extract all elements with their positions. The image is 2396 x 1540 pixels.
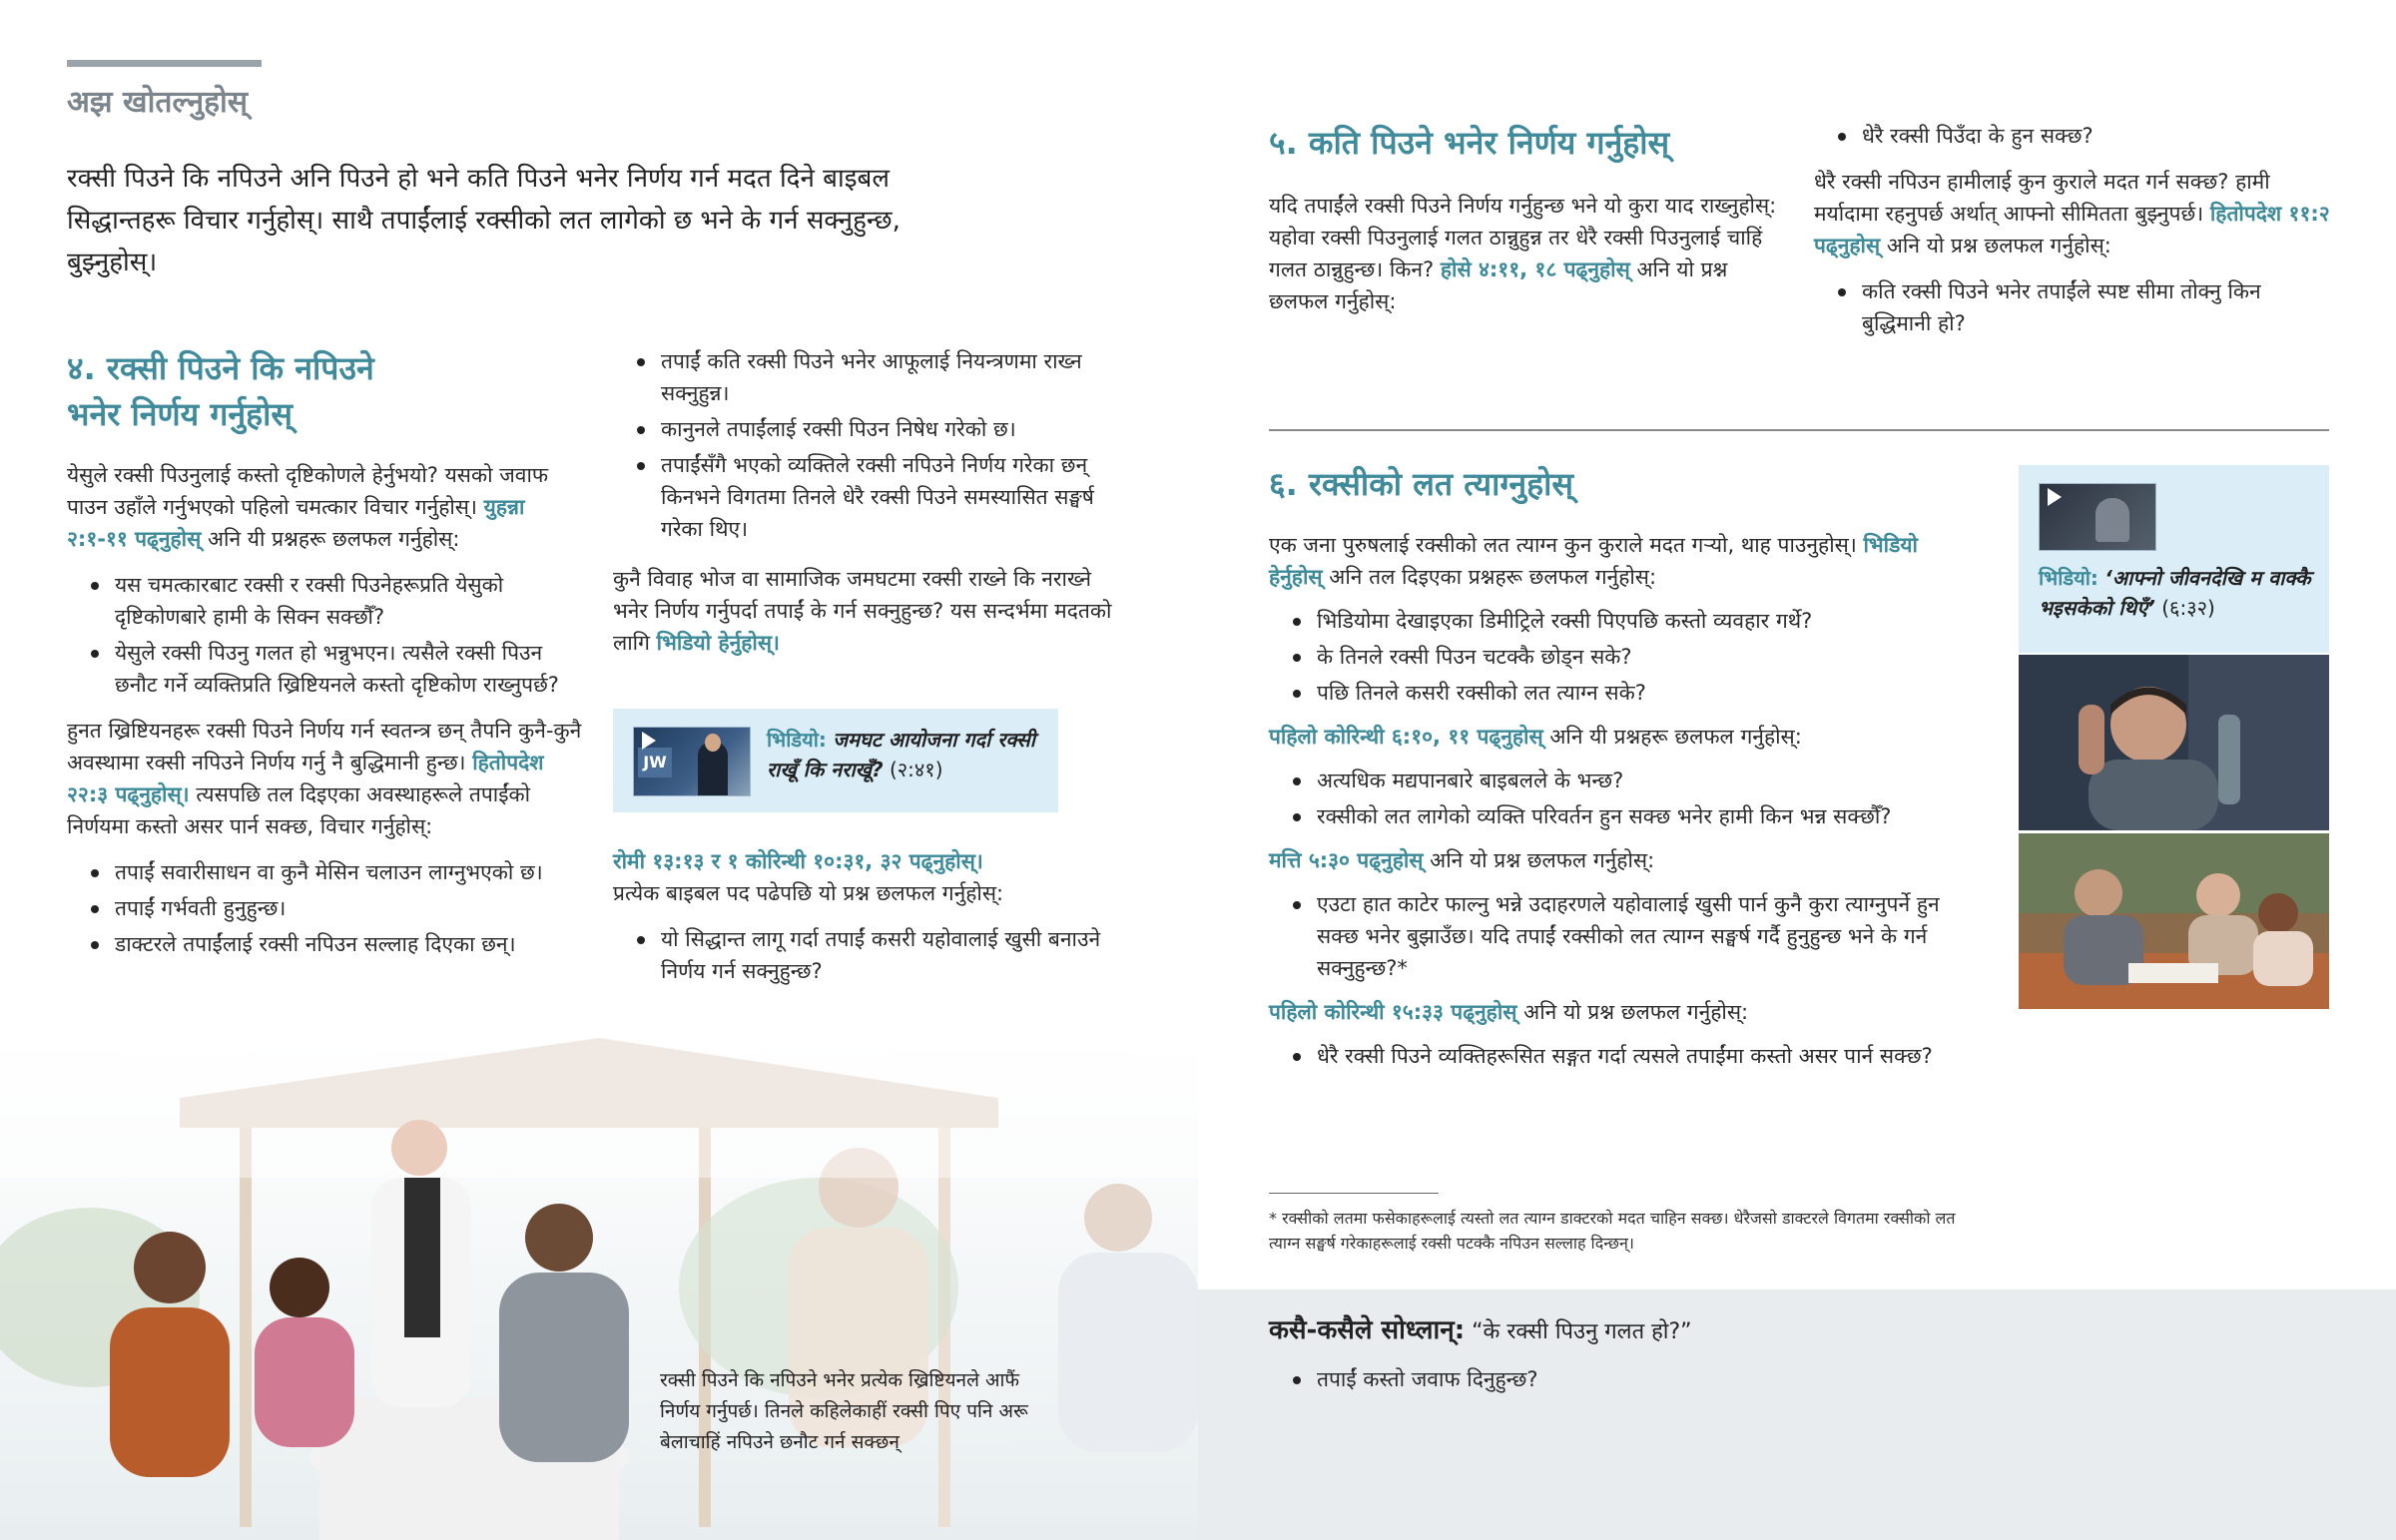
- list-item: के तिनले रक्सी पिउन चटक्कै छोड्न सके?: [1289, 641, 1968, 673]
- video-duration: (२:४१): [889, 758, 943, 781]
- watch-video-link-2[interactable]: भिडियो हेर्नुहोस्: [1269, 533, 1918, 589]
- 1cor-6-reading-link[interactable]: पहिलो कोरिन्थी ६:१०, ११ पढ्नुहोस्: [1269, 725, 1543, 749]
- section4-para-1-tail: अनि यी प्रश्नहरू छलफल गर्नुहोस्:: [207, 527, 460, 551]
- section6-para-4: [1269, 996, 1968, 1028]
- section4-para-4-tail: प्रत्येक बाइबल पद पढेपछि यो प्रश्न छलफल गर्नुहोस्:: [613, 881, 1004, 905]
- list-item: एउटा हात काटेर फाल्नु भन्ने उदाहरणले यहोवालाई खुसी पार्न कुनै कुरा त्याग्नुपर्ने हुन सक्छ भनेर बुझाउँछ। यदि तपाईं रक्सीको लत त्याग्न सङ्घर्ष गर्दै हुनुहुन्छ भने के गर्न सक्नुहुन्छ?*: [1289, 888, 1968, 984]
- list-item: भिडियोमा देखाइएका डिमीट्रिले रक्सी पिएपछि कस्तो व्यवहार गर्थे?: [1289, 605, 1968, 637]
- list-item: कानुनले तपाईंलाई रक्सी पिउन निषेध गरेको छ।: [633, 413, 1122, 445]
- list-item: तपाईं सवारीसाधन वा कुनै मेसिन चलाउन लाग्नुभएको छ।: [87, 856, 586, 888]
- section6-para-3-tail: अनि यो प्रश्न छलफल गर्नुहोस्:: [1430, 848, 1655, 872]
- jw-logo: JW: [638, 748, 672, 777]
- section6-title: ६. रक्सीको लत त्याग्नुहोस्: [1269, 465, 1574, 503]
- section4-title-line1: ४. रक्सी पिउने कि नपिउने: [67, 349, 374, 387]
- heading-rule: [67, 60, 262, 67]
- video-thumbnail[interactable]: [633, 727, 751, 796]
- video-duration-2: (६:३२): [2161, 596, 2215, 620]
- video-title: जमघट आयोजना गर्दा रक्सी राखूँ कि नराखूँ?: [767, 728, 1035, 781]
- man-drinking-image: [2019, 655, 2329, 830]
- list-item: धेरै रक्सी पिउँदा के हुन सक्छ?: [1834, 120, 2333, 152]
- video-caption-2: [2039, 563, 2318, 623]
- proverbs-11-reading-link[interactable]: हितोपदेश ११:२ पढ्नुहोस्: [1814, 202, 2330, 257]
- section4-para-2-text: हुनत ख्रिष्टियनहरू रक्सी पिउने निर्णय गर्न स्वतन्त्र छन् तैपनि कुनै-कुनै अवस्थामा रक्सी नपिउने निर्णय गर्नु नै बुद्धिमानी हुन्छ।: [67, 719, 582, 774]
- section5-question-list-2: [1814, 275, 2333, 339]
- section5-column-2: [1814, 120, 2333, 343]
- section5-para-1-text: यदि तपाईंले रक्सी पिउने निर्णय गर्नुहुन्छ भने यो कुरा याद राख्नुहोस्: यहोवा रक्सी पिउनुलाई गलत ठान्नुहुन्न तर धेरै रक्सी पिउनुलाई चाहिं गलत ठान्नुहुन्छ। किन?: [1269, 194, 1777, 281]
- section4-title-line2: भनेर निर्णय गर्नुहोस्: [67, 395, 294, 433]
- list-item: तपाईं कस्तो जवाफ दिनुहुन्छ?: [1289, 1363, 2187, 1395]
- list-item: तपाईं कति रक्सी पिउने भनेर आफूलाई नियन्त्रणमा राख्न सक्नुहुन्न।: [633, 345, 1122, 409]
- section6-para-1-text: एक जना पुरुषलाई रक्सीको लत त्याग्न कुन कुराले मदत गर्‍यो, थाह पाउनुहोस्।: [1269, 533, 1857, 557]
- restaurant-illustration: [0, 1038, 1198, 1540]
- section6-content: [1269, 529, 1968, 1076]
- section5-para-2-tail: अनि यो प्रश्न छलफल गर्नुहोस्:: [1886, 234, 2111, 257]
- section6-para-1: [1269, 529, 1968, 593]
- section6-question-list-2: [1269, 765, 1968, 832]
- video-caption: [767, 725, 1051, 784]
- section4-column-1: [67, 459, 586, 964]
- section4-question-list-2: [67, 856, 586, 960]
- hosea-4-reading-link[interactable]: होसे ४:११, १८ पढ्नुहोस्: [1440, 257, 1630, 281]
- footnote: * रक्सीको लतमा फसेकाहरूलाई त्यस्तो लत त्याग्न डाक्टरको मदत चाहिन सक्छ। धेरैजसो डाक्टरले विगतमा रक्सीको लत त्याग्न सङ्घर्ष गरेकाहरूलाई रक्सी पटक्कै नपिउन सल्लाह दिन्छन्।: [1269, 1209, 1956, 1253]
- presenter-head: [705, 734, 721, 752]
- section4-para-1: [67, 459, 586, 555]
- video-title-2: ‘आफ्नो जीवनदेखि म वाक्कै भइसकेको थिएँ’: [2039, 566, 2311, 620]
- section5-title: ५. कति पिउने भनेर निर्णय गर्नुहोस्: [1269, 124, 1670, 162]
- section5-para-2-text: धेरै रक्सी नपिउन हामीलाई कुन कुराले मदत गर्न सक्छ? हामी मर्यादामा रहनुपर्छ अर्थात् आफ्नो सीमितता बुझ्नुपर्छ।: [1814, 170, 2270, 226]
- list-item: कति रक्सी पिउने भनेर तपाईंले स्पष्ट सीमा तोक्नु किन बुद्धिमानी हो?: [1834, 275, 2333, 339]
- video-card-party[interactable]: [613, 709, 1058, 812]
- section4-para-3: [613, 563, 1122, 659]
- list-item: येसुले रक्सी पिउनु गलत हो भन्नुभएन। त्यसैले रक्सी पिउन छनौट गर्ने व्यक्तिप्रति ख्रिष्टियनले कस्तो दृष्टिकोण राख्नुपर्छ?: [87, 637, 586, 701]
- section5-column-1: [1269, 190, 1788, 317]
- 1cor-15-reading-link[interactable]: पहिलो कोरिन्थी १५:३३ पढ्नुहोस्: [1269, 1000, 1517, 1024]
- ask-label: कसै-कसैले सोध्लान्:: [1269, 1315, 1466, 1345]
- play-icon: [2048, 488, 2062, 506]
- list-item: धेरै रक्सी पिउने व्यक्तिहरूसित सङ्गत गर्दा त्यसले तपाईंमा कस्तो असर पार्न सक्छ?: [1289, 1040, 1968, 1072]
- illustration-caption: रक्सी पिउने कि नपिउने भनेर प्रत्येक ख्रिष्टियनले आफैं निर्णय गर्नुपर्छ। तिनले कहिलेकाहीं रक्सी पिए पनि अरू बेलाचाहिं नपिउने छनौट गर्न सक्छन्: [660, 1369, 1028, 1453]
- ask-box: [1198, 1289, 2396, 1540]
- list-item: यो सिद्धान्त लागू गर्दा तपाईं कसरी यहोवालाई खुसी बनाउने निर्णय गर्न सक्नुहुन्छ?: [633, 923, 1122, 987]
- section6-para-1-tail: अनि तल दिइएका प्रश्नहरू छलफल गर्नुहोस्:: [1329, 565, 1657, 589]
- intro-paragraph: रक्सी पिउने कि नपिउने अनि पिउने हो भने कति पिउने भनेर निर्णय गर्न मदत दिने बाइबल सिद्धान्तहरू विचार गर्नुहोस्। साथै तपाईंलाई रक्सीको लत लागेको छ भने के गर्न सक्नुहुन्छ, बुझ्नुहोस्।: [67, 164, 900, 277]
- list-item: तपाईंसँगै भएको व्यक्तिले रक्सी नपिउने निर्णय गरेका छन् किनभने विगतमा तिनले धेरै रक्सी पिउने समस्यासित सङ्घर्ष गरेका थिए।: [633, 449, 1122, 545]
- section6-para-4-tail: अनि यो प्रश्न छलफल गर्नुहोस्:: [1523, 1000, 1749, 1024]
- photo-man-drinking: [2019, 655, 2329, 830]
- video-label-2: भिडियो:: [2039, 566, 2098, 590]
- section4-para-2-tail: त्यसपछि तल दिइएका अवस्थाहरूले तपाईंको निर्णयमा कस्तो असर पार्न सक्छ, विचार गर्नुहोस्:: [67, 782, 531, 838]
- section4-question-list-1: [67, 569, 586, 701]
- thumb-figure: [2096, 498, 2129, 542]
- ask-quote: “के रक्सी पिउनु गलत हो?”: [1472, 1319, 1692, 1344]
- section5-question-list-1: [1814, 120, 2333, 152]
- section4-question-list-3: [613, 345, 1122, 545]
- list-item: तपाईं गर्भवती हुनुहुन्छ।: [87, 892, 586, 924]
- section6-question-list-4: [1269, 1040, 1968, 1072]
- footnote-rule: [1269, 1193, 1439, 1194]
- section4-column-2-bottom: [613, 845, 1122, 991]
- video-card-dimitri[interactable]: [2019, 465, 2329, 653]
- list-item: पछि तिनले कसरी रक्सीको लत त्याग्न सके?: [1289, 677, 1968, 709]
- section6-question-list-1: [1269, 605, 1968, 709]
- list-item: अत्यधिक मद्यपानबारे बाइबलले के भन्छ?: [1289, 765, 1968, 796]
- section4-para-3-text: कुनै विवाह भोज वा सामाजिक जमघटमा रक्सी राख्ने कि नराख्ने भनेर निर्णय गर्नुपर्दा तपाईं के गर्न सक्नुहुन्छ? यस सन्दर्भमा मदतको लागि: [613, 567, 1112, 655]
- family-study-image: [2019, 833, 2329, 1009]
- section4-question-list-4: [613, 923, 1122, 987]
- section6-para-2: [1269, 721, 1968, 753]
- video-label: भिडियो:: [767, 728, 827, 752]
- section5-para-1-tail: अनि यो प्रश्न छलफल गर्नुहोस्:: [1269, 257, 1728, 313]
- section4-para-1-text: येसुले रक्सी पिउनुलाई कस्तो दृष्टिकोणले हेर्नुभयो? यसको जवाफ पाउन उहाँले गर्नुभएको पहिलो चमत्कार विचार गर्नुहोस्।: [67, 463, 549, 519]
- ask-question-list: [1289, 1363, 2187, 1399]
- restaurant-scene-image: [0, 1038, 1198, 1540]
- ask-header: [1269, 1313, 2267, 1349]
- john-2-reading-link[interactable]: युहन्ना २:१-११ पढ्नुहोस्: [67, 495, 525, 551]
- section4-column-2: [613, 345, 1122, 681]
- section6-para-3: [1269, 844, 1968, 876]
- list-item: रक्सीको लत लागेको व्यक्ति परिवर्तन हुन सक्छ भनेर हामी किन भन्न सक्छौँ?: [1289, 800, 1968, 832]
- list-item: डाक्टरले तपाईंलाई रक्सी नपिउन सल्लाह दिएका छन्।: [87, 928, 586, 960]
- section6-question-list-3: [1269, 888, 1968, 984]
- proverbs-22-reading-link[interactable]: हितोपदेश २२:३ पढ्नुहोस्।: [67, 751, 544, 806]
- list-item: यस चमत्कारबाट रक्सी र रक्सी पिउनेहरूप्रति येसुको दृष्टिकोणबारे हामी के सिक्न सक्छौँ?: [87, 569, 586, 633]
- section4-title: [67, 345, 626, 437]
- video-thumbnail-2[interactable]: [2039, 483, 2156, 551]
- romans-corinthians-reading-link[interactable]: रोमी १३:१३ र १ कोरिन्थी १०:३१, ३२ पढ्नुहोस्।: [613, 849, 983, 873]
- section5-para-2: [1814, 166, 2333, 261]
- section-divider: [1269, 429, 2329, 431]
- play-icon: [642, 732, 656, 750]
- photo-family-study: [2019, 833, 2329, 1009]
- matthew-5-reading-link[interactable]: मत्ति ५:३० पढ्नुहोस्: [1269, 848, 1424, 872]
- intro-heading: अझ खोतल्नुहोस्: [67, 85, 249, 120]
- section6-para-2-tail: अनि यी प्रश्नहरू छलफल गर्नुहोस्:: [1549, 725, 1802, 749]
- watch-video-link[interactable]: भिडियो हेर्नुहोस्।: [656, 631, 780, 655]
- section4-para-2: [67, 715, 586, 842]
